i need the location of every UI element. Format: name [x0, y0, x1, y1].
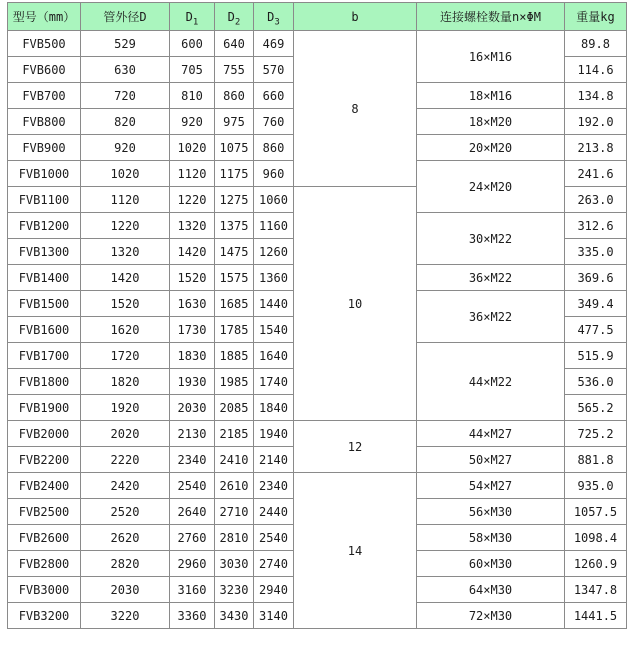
model-cell: FVB2400 [8, 473, 81, 499]
model-cell: FVB800 [8, 109, 81, 135]
weight-cell: 1057.5 [565, 499, 627, 525]
bolts-cell: 50×M27 [417, 447, 565, 473]
bolts-cell: 30×M22 [417, 213, 565, 265]
weight-cell: 565.2 [565, 395, 627, 421]
d1-cell: 3160 [170, 577, 215, 603]
col-header-d1-label: D [185, 9, 193, 24]
d1-cell: 1020 [170, 135, 215, 161]
model-cell: FVB1500 [8, 291, 81, 317]
bolts-cell: 24×M20 [417, 161, 565, 213]
bolts-cell: 72×M30 [417, 603, 565, 629]
d1-cell: 1730 [170, 317, 215, 343]
weight-cell: 335.0 [565, 239, 627, 265]
col-header-outer-diameter-label: 管外径D [103, 10, 147, 24]
model-cell: FVB700 [8, 83, 81, 109]
d2-cell: 755 [215, 57, 254, 83]
bolts-cell: 18×M20 [417, 109, 565, 135]
weight-cell: 1260.9 [565, 551, 627, 577]
outer-diameter-cell: 3220 [81, 603, 170, 629]
d1-cell: 1830 [170, 343, 215, 369]
table-row [8, 31, 627, 57]
model-cell: FVB1800 [8, 369, 81, 395]
d3-cell: 960 [254, 161, 294, 187]
model-cell: FVB1900 [8, 395, 81, 421]
table-row [8, 473, 627, 499]
d2-cell: 2185 [215, 421, 254, 447]
model-cell: FVB600 [8, 57, 81, 83]
col-header-bolts-label: 连接螺栓数量n×ΦM [440, 10, 541, 24]
d2-cell: 1075 [215, 135, 254, 161]
model-cell: FVB1100 [8, 187, 81, 213]
weight-cell: 881.8 [565, 447, 627, 473]
d2-cell: 3430 [215, 603, 254, 629]
d2-cell: 1785 [215, 317, 254, 343]
outer-diameter-cell: 2620 [81, 525, 170, 551]
outer-diameter-cell: 1620 [81, 317, 170, 343]
outer-diameter-cell: 1220 [81, 213, 170, 239]
outer-diameter-cell: 820 [81, 109, 170, 135]
bolts-cell: 20×M20 [417, 135, 565, 161]
col-header-b [294, 3, 417, 31]
outer-diameter-cell: 2820 [81, 551, 170, 577]
d3-cell: 2440 [254, 499, 294, 525]
d3-cell: 2140 [254, 447, 294, 473]
d3-cell: 1640 [254, 343, 294, 369]
weight-cell: 536.0 [565, 369, 627, 395]
col-header-model [8, 3, 81, 31]
col-header-model-label: 型号（mm） [12, 10, 76, 24]
d2-cell: 1985 [215, 369, 254, 395]
bolts-cell: 54×M27 [417, 473, 565, 499]
d3-cell: 1360 [254, 265, 294, 291]
model-cell: FVB1300 [8, 239, 81, 265]
outer-diameter-cell: 2420 [81, 473, 170, 499]
model-cell: FVB500 [8, 31, 81, 57]
table-header [8, 3, 627, 31]
weight-cell: 213.8 [565, 135, 627, 161]
col-header-outer-diameter [81, 3, 170, 31]
d2-cell: 2410 [215, 447, 254, 473]
d3-cell: 2740 [254, 551, 294, 577]
model-cell: FVB1700 [8, 343, 81, 369]
d3-cell: 1060 [254, 187, 294, 213]
d3-cell: 1260 [254, 239, 294, 265]
d1-cell: 1420 [170, 239, 215, 265]
weight-cell: 1098.4 [565, 525, 627, 551]
spec-table-body [8, 31, 627, 629]
d1-cell: 1630 [170, 291, 215, 317]
d2-cell: 2710 [215, 499, 254, 525]
d3-cell: 2340 [254, 473, 294, 499]
weight-cell: 725.2 [565, 421, 627, 447]
col-header-bolts [417, 3, 565, 31]
d3-cell: 469 [254, 31, 294, 57]
weight-cell: 241.6 [565, 161, 627, 187]
model-cell: FVB1400 [8, 265, 81, 291]
d3-cell: 760 [254, 109, 294, 135]
col-header-d3-label: D [267, 9, 275, 24]
d2-cell: 975 [215, 109, 254, 135]
outer-diameter-cell: 1720 [81, 343, 170, 369]
d3-cell: 2540 [254, 525, 294, 551]
model-cell: FVB1000 [8, 161, 81, 187]
col-header-weight-label: 重量kg [576, 10, 615, 24]
weight-cell: 134.8 [565, 83, 627, 109]
model-cell: FVB1200 [8, 213, 81, 239]
outer-diameter-cell: 1320 [81, 239, 170, 265]
d3-cell: 1740 [254, 369, 294, 395]
outer-diameter-cell: 920 [81, 135, 170, 161]
weight-cell: 114.6 [565, 57, 627, 83]
col-header-d3 [254, 3, 294, 31]
d3-cell: 3140 [254, 603, 294, 629]
model-cell: FVB2600 [8, 525, 81, 551]
outer-diameter-cell: 1520 [81, 291, 170, 317]
d1-cell: 3360 [170, 603, 215, 629]
model-cell: FVB1600 [8, 317, 81, 343]
col-header-d2-label: D [227, 9, 235, 24]
bolts-cell: 56×M30 [417, 499, 565, 525]
d2-cell: 1885 [215, 343, 254, 369]
model-cell: FVB2500 [8, 499, 81, 525]
d2-cell: 1575 [215, 265, 254, 291]
d1-cell: 1520 [170, 265, 215, 291]
d1-cell: 2960 [170, 551, 215, 577]
d2-cell: 1685 [215, 291, 254, 317]
b-cell: 8 [294, 31, 417, 187]
weight-cell: 369.6 [565, 265, 627, 291]
d1-cell: 1930 [170, 369, 215, 395]
d1-cell: 920 [170, 109, 215, 135]
d1-cell: 2760 [170, 525, 215, 551]
weight-cell: 1441.5 [565, 603, 627, 629]
bolts-cell: 44×M22 [417, 343, 565, 421]
outer-diameter-cell: 1820 [81, 369, 170, 395]
outer-diameter-cell: 720 [81, 83, 170, 109]
outer-diameter-cell: 1120 [81, 187, 170, 213]
d2-cell: 1275 [215, 187, 254, 213]
bolts-cell: 64×M30 [417, 577, 565, 603]
weight-cell: 349.4 [565, 291, 627, 317]
d2-cell: 2810 [215, 525, 254, 551]
d2-cell: 1175 [215, 161, 254, 187]
weight-cell: 192.0 [565, 109, 627, 135]
model-cell: FVB3200 [8, 603, 81, 629]
d1-cell: 2130 [170, 421, 215, 447]
d2-cell: 1375 [215, 213, 254, 239]
col-header-d2 [215, 3, 254, 31]
outer-diameter-cell: 1920 [81, 395, 170, 421]
table-row [8, 421, 627, 447]
bolts-cell: 36×M22 [417, 265, 565, 291]
bolts-cell: 44×M27 [417, 421, 565, 447]
bolts-cell: 16×M16 [417, 31, 565, 83]
model-cell: FVB2000 [8, 421, 81, 447]
b-cell: 10 [294, 187, 417, 421]
d3-cell: 660 [254, 83, 294, 109]
d1-cell: 2540 [170, 473, 215, 499]
outer-diameter-cell: 2220 [81, 447, 170, 473]
d3-cell: 1540 [254, 317, 294, 343]
col-header-d2-subscript: 2 [234, 16, 241, 27]
outer-diameter-cell: 2520 [81, 499, 170, 525]
d1-cell: 2640 [170, 499, 215, 525]
flange-spec-table [7, 2, 627, 629]
d1-cell: 2030 [170, 395, 215, 421]
outer-diameter-cell: 1420 [81, 265, 170, 291]
bolts-cell: 18×M16 [417, 83, 565, 109]
weight-cell: 935.0 [565, 473, 627, 499]
b-cell: 14 [294, 473, 417, 629]
bolts-cell: 58×M30 [417, 525, 565, 551]
d2-cell: 3230 [215, 577, 254, 603]
col-header-b-label: b [351, 9, 359, 24]
d3-cell: 860 [254, 135, 294, 161]
d1-cell: 600 [170, 31, 215, 57]
d1-cell: 705 [170, 57, 215, 83]
d2-cell: 1475 [215, 239, 254, 265]
col-header-d3-subscript: 3 [274, 16, 280, 27]
weight-cell: 515.9 [565, 343, 627, 369]
bolts-cell: 60×M30 [417, 551, 565, 577]
d2-cell: 2610 [215, 473, 254, 499]
weight-cell: 312.6 [565, 213, 627, 239]
outer-diameter-cell: 529 [81, 31, 170, 57]
model-cell: FVB2200 [8, 447, 81, 473]
d3-cell: 2940 [254, 577, 294, 603]
col-header-weight [565, 3, 627, 31]
weight-cell: 477.5 [565, 317, 627, 343]
d3-cell: 570 [254, 57, 294, 83]
weight-cell: 1347.8 [565, 577, 627, 603]
d2-cell: 860 [215, 83, 254, 109]
d3-cell: 1840 [254, 395, 294, 421]
d2-cell: 3030 [215, 551, 254, 577]
outer-diameter-cell: 630 [81, 57, 170, 83]
weight-cell: 89.8 [565, 31, 627, 57]
model-cell: FVB3000 [8, 577, 81, 603]
d3-cell: 1160 [254, 213, 294, 239]
outer-diameter-cell: 2020 [81, 421, 170, 447]
weight-cell: 263.0 [565, 187, 627, 213]
d2-cell: 640 [215, 31, 254, 57]
d3-cell: 1940 [254, 421, 294, 447]
d1-cell: 1220 [170, 187, 215, 213]
bolts-cell: 36×M22 [417, 291, 565, 343]
col-header-d1-subscript: 1 [192, 16, 199, 27]
col-header-d1 [170, 3, 215, 31]
outer-diameter-cell: 2030 [81, 577, 170, 603]
d2-cell: 2085 [215, 395, 254, 421]
d1-cell: 1120 [170, 161, 215, 187]
model-cell: FVB2800 [8, 551, 81, 577]
d3-cell: 1440 [254, 291, 294, 317]
outer-diameter-cell: 1020 [81, 161, 170, 187]
b-cell: 12 [294, 421, 417, 473]
d1-cell: 2340 [170, 447, 215, 473]
d1-cell: 1320 [170, 213, 215, 239]
model-cell: FVB900 [8, 135, 81, 161]
d1-cell: 810 [170, 83, 215, 109]
header-row [8, 3, 627, 31]
